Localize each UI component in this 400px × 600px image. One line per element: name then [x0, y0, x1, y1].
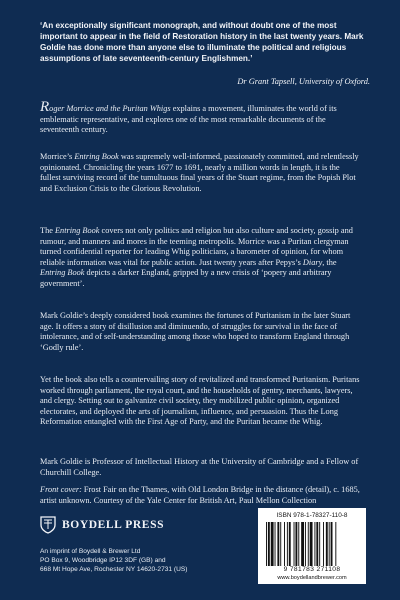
shield-crest-icon [40, 516, 56, 534]
barcode-panel [258, 508, 366, 584]
italic-run: Diary [302, 257, 323, 267]
italic-run: Entring Book [40, 268, 85, 278]
drop-cap: R [40, 99, 50, 115]
review-quote: ‘An exceptionally significant monograph, and without doubt one of the most important to appear in the field of Restoration history in the last twenty years. Mark Goldie has done more than anyone else to illuminate the political and religious assumptions of late seventeenth-century Englishmen.’ [40, 21, 364, 63]
imprint-line: PO Box 9, Woodbridge IP12 3DF (GB) and [40, 556, 166, 564]
imprint-line: An imprint of Boydell & Brewer Ltd [40, 548, 141, 555]
text-run: was supremely well-informed, passionately committed, and relentlessly opinionated. Chronicling the years 1677 to 1691, nearly a million words in length, it is the fullest surviving record of the tumultuous final years of the Stuart regime, from the Popish Plot and Exclusion Crisis to the Glorious Revolution. [40, 152, 359, 193]
barcode-number: 9 781783 271108 [283, 566, 341, 573]
imprint-address [40, 548, 187, 574]
cover-credit [40, 485, 362, 506]
barcode-icon [266, 522, 358, 566]
publisher-website: www.boydellandbrewer.com [277, 575, 347, 581]
paragraph-puritanism: Mark Goldie’s deeply considered book examines the fortunes of Puritanism in the later Stuart age. It offers a story of disillusion and diminuendo, of struggles for survival in the face of intolerance, and of self-understanding among those who hoped to transform England through ‘Godly rule’. [40, 311, 351, 352]
text-run: , the [322, 257, 337, 267]
imprint-line: 668 Mt Hope Ave, Rochester NY 14620-2731 (US) [40, 565, 188, 573]
italic-run: Entring Book [54, 226, 100, 235]
text-run: The [40, 226, 55, 235]
intro-text: explains a movement, illuminates the world of its emblematic representative, and explores one of the most remarkable documents of the seventeenth century. [40, 104, 337, 135]
credit-text: Frost Fair on the Thames, with Old London Bridge in the distance (detail), c. 1685, artist unknown. Courtesy of the Yale Center for British Art, Paul Mellon Collection [40, 485, 360, 505]
quote-attribution: Dr Grant Tapsell, University of Oxford. [237, 77, 370, 86]
intro-paragraph [40, 99, 362, 136]
italic-run: Entring Book [74, 152, 119, 161]
book-title-inline: oger Morrice and the Puritan Whigs [49, 104, 171, 113]
text-run: covers not only politics and religion but also culture and society, gossip and rumour, and manners and mores in the teeming metropolis. Morrice was a Puritan clergyman turned confidential reporter for leading Whig politicians, a barometer of opinion, for whom reliable information was vital for public action. Just twenty years after Pepys’s [40, 226, 353, 267]
paragraph-whig: Yet the book also tells a countervailing story of revitalized and transformed Puritanism. Puritans worked through parliament, the royal court, and the households of gentry, merchants, lawyers, and clergy. Setting out to galvanize civil society, they mobilized public opinion, organized electorates, and deployed the arts of journalism, influence, and persuasion. Thus the Long Reformation entangled with the First Age of Party, and the Puritan became the Whig. [40, 375, 360, 427]
publisher-name: BOYDELL PRESS [62, 519, 165, 531]
text-run: depicts a darker England, gripped by a new crisis of ‘popery and arbitrary government’. [40, 268, 332, 288]
credit-label: Front cover: [40, 485, 82, 494]
paragraph-culture [40, 226, 362, 290]
author-bio: Mark Goldie is Professor of Intellectual History at the University of Cambridge and a Fellow of Churchill College. [40, 457, 359, 477]
publisher-logo [40, 516, 164, 534]
paragraph-entring-book [40, 152, 362, 194]
text-run: Morrice’s [40, 152, 75, 161]
isbn-label: ISBN 978-1-78327-110-8 [276, 512, 348, 519]
